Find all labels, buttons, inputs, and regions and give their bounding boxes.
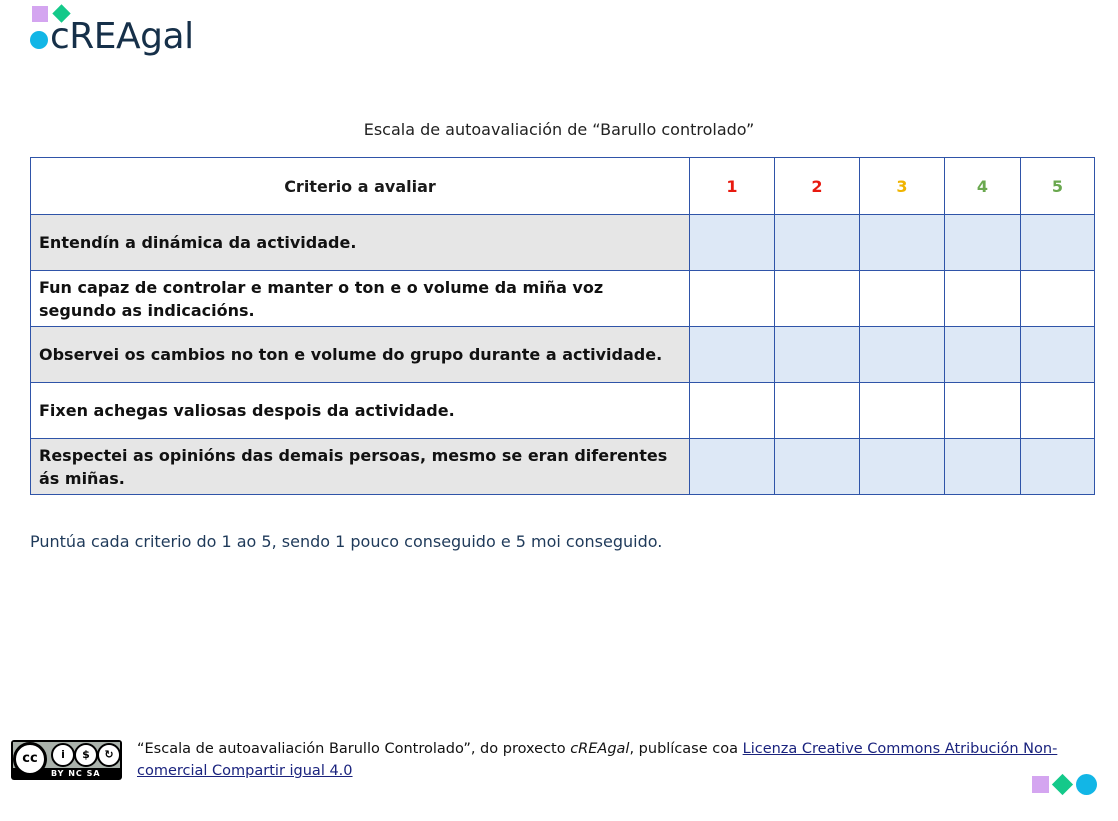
score-header-4: 4 <box>945 158 1021 215</box>
table-row <box>31 271 1095 327</box>
score-cell[interactable] <box>690 271 775 327</box>
score-header-2: 2 <box>775 158 860 215</box>
score-cell[interactable] <box>860 327 945 383</box>
score-cell[interactable] <box>945 439 1021 495</box>
score-cell[interactable] <box>860 383 945 439</box>
logo-square-icon <box>32 6 48 22</box>
score-cell[interactable] <box>1021 439 1095 495</box>
document-title: Escala de autoavaliación de “Barullo controlado” <box>363 120 755 139</box>
score-header-1: 1 <box>690 158 775 215</box>
table-row <box>31 327 1095 383</box>
creagal-logo <box>30 4 220 60</box>
logo-wordmark: cREAgal <box>50 16 194 57</box>
score-cell[interactable] <box>1021 383 1095 439</box>
score-cell[interactable] <box>1021 271 1095 327</box>
sa-icon: ↻ <box>97 743 121 767</box>
score-header-3: 3 <box>860 158 945 215</box>
table-row <box>31 439 1095 495</box>
score-cell[interactable] <box>945 327 1021 383</box>
score-cell[interactable] <box>690 215 775 271</box>
license-middle: , publícase coa <box>629 741 743 757</box>
license-text <box>137 738 1087 782</box>
score-cell[interactable] <box>690 439 775 495</box>
criterion-cell: Respectei as opinións das demais persoas, mesmo se eran diferentes ás miñas. <box>31 439 690 495</box>
score-cell[interactable] <box>945 271 1021 327</box>
score-cell[interactable] <box>860 439 945 495</box>
project-name: cREAgal <box>570 741 630 757</box>
cc-icon: cc <box>13 742 47 776</box>
criterion-cell: Entendín a dinámica da actividade. <box>31 215 690 271</box>
table-header-row <box>31 158 1095 215</box>
criterion-cell: Observei os cambios no ton e volume do grupo durante a actividade. <box>31 327 690 383</box>
scoring-instructions: Puntúa cada criterio do 1 ao 5, sendo 1 pouco conseguido e 5 moi conseguido. <box>30 532 663 551</box>
score-cell[interactable] <box>690 383 775 439</box>
score-cell[interactable] <box>775 271 860 327</box>
score-cell[interactable] <box>945 383 1021 439</box>
corner-logo-marks <box>1030 774 1100 796</box>
license-prefix: “Escala de autoavaliación Barullo Controlado”, do proxecto <box>137 741 571 757</box>
score-cell[interactable] <box>775 327 860 383</box>
score-cell[interactable] <box>860 215 945 271</box>
score-cell[interactable] <box>775 439 860 495</box>
criterion-cell: Fun capaz de controlar e manter o ton e o volume da miña voz segundo as indicacións. <box>31 271 690 327</box>
score-cell[interactable] <box>775 383 860 439</box>
score-cell[interactable] <box>1021 327 1095 383</box>
table-row <box>31 383 1095 439</box>
cc-by-nc-sa-badge-icon <box>11 740 122 780</box>
badge-labels: BY NC SA <box>51 769 101 778</box>
score-cell[interactable] <box>775 215 860 271</box>
criterion-cell: Fixen achegas valiosas despois da actividade. <box>31 383 690 439</box>
score-header-5: 5 <box>1021 158 1095 215</box>
criterion-header: Criterio a avaliar <box>31 158 690 215</box>
score-cell[interactable] <box>860 271 945 327</box>
score-cell[interactable] <box>945 215 1021 271</box>
score-cell[interactable] <box>1021 215 1095 271</box>
score-cell[interactable] <box>690 327 775 383</box>
by-icon: i <box>51 743 75 767</box>
self-assessment-table <box>30 157 1095 495</box>
logo-circle-icon <box>30 31 48 49</box>
corner-diamond-icon <box>1052 774 1073 795</box>
license-link[interactable]: Licenza Creative Commons Atribución Non-comercial Compartir igual 4.0 <box>137 741 1058 779</box>
nc-icon: $ <box>74 743 98 767</box>
corner-square-icon <box>1032 776 1049 793</box>
corner-circle-icon <box>1076 774 1097 795</box>
table-row <box>31 215 1095 271</box>
